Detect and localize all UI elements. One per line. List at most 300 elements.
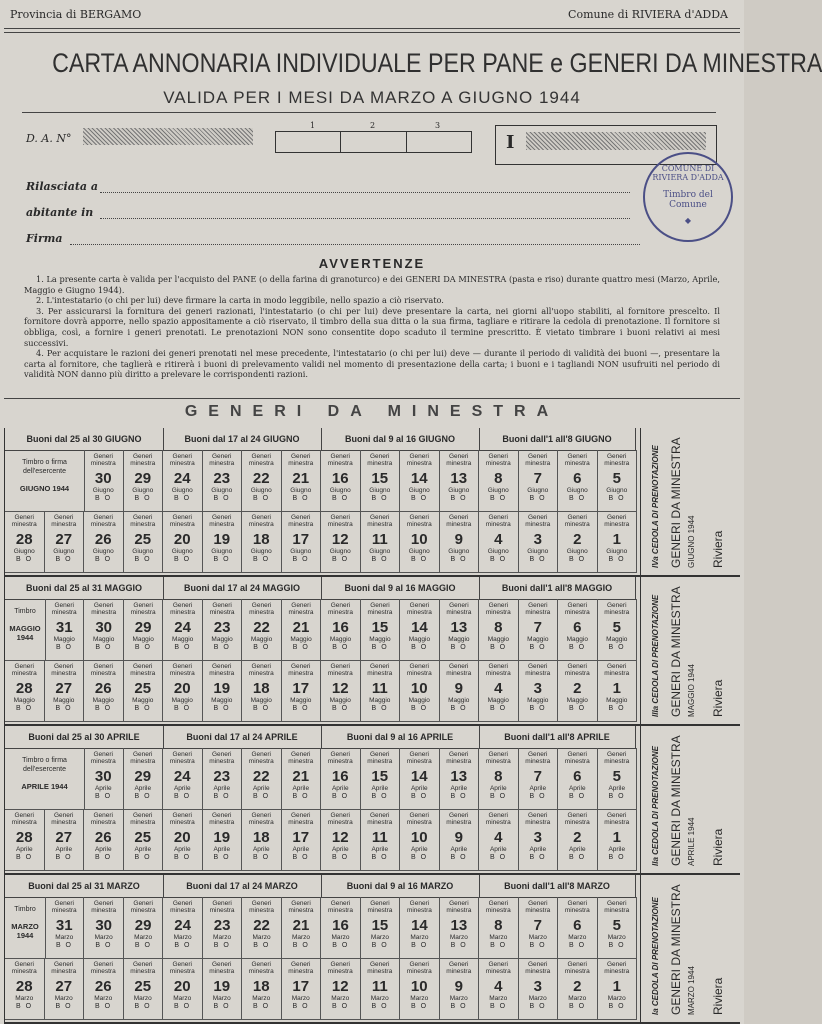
coupon[interactable] — [361, 958, 401, 1020]
coupon[interactable] — [242, 958, 282, 1020]
coupon[interactable] — [400, 897, 439, 959]
coupon-bo: B O — [608, 495, 626, 502]
range-header: Buoni dal 17 al 24 APRILE — [163, 726, 322, 749]
divider — [4, 398, 740, 399]
coupon-label: Generi minestra — [564, 453, 590, 467]
coupon[interactable] — [45, 809, 85, 871]
coupon-month: Giugno — [92, 487, 114, 494]
coupon[interactable] — [282, 599, 321, 661]
coupon-month: Giugno — [132, 487, 154, 494]
coupon[interactable] — [321, 958, 361, 1020]
coupon[interactable] — [479, 897, 518, 959]
coupon[interactable] — [282, 958, 322, 1020]
coupon[interactable] — [124, 809, 164, 871]
coupon-month: Aprile — [213, 785, 231, 792]
coupon[interactable] — [84, 660, 124, 722]
coupon[interactable] — [361, 511, 401, 573]
coupon[interactable] — [282, 660, 322, 722]
coupon[interactable] — [282, 748, 322, 810]
coupon[interactable] — [282, 897, 321, 959]
coupon[interactable] — [361, 450, 401, 512]
coupon-number: 24 — [174, 619, 191, 636]
coupon[interactable] — [163, 809, 203, 871]
coupon-number: 28 — [15, 531, 33, 548]
coupon[interactable] — [440, 660, 480, 722]
coupon[interactable] — [124, 450, 164, 512]
coupon-month: Aprile — [568, 785, 586, 792]
coupon-number: 15 — [371, 619, 389, 636]
coupon[interactable] — [558, 958, 598, 1020]
coupon-label: Generi minestra — [327, 663, 353, 677]
coupon-bo: B O — [331, 495, 349, 502]
coupon-number: 1 — [612, 978, 621, 995]
coupon-number: 26 — [94, 531, 112, 548]
coupon[interactable] — [400, 809, 440, 871]
coupon[interactable] — [242, 450, 282, 512]
cedola-place: Riviera — [711, 977, 725, 1015]
coupon-bo: B O — [569, 644, 586, 651]
coupon[interactable] — [361, 809, 401, 871]
coupon[interactable] — [203, 660, 243, 722]
coupon-label: Generi minestra — [169, 453, 195, 467]
coupon[interactable] — [479, 511, 519, 573]
coupon-month: Maggio — [606, 697, 628, 704]
coupon-number: 28 — [15, 978, 33, 995]
coupon-month: Aprile — [568, 846, 586, 853]
coupon-bo: B O — [252, 556, 270, 563]
coupon-number: 10 — [410, 531, 428, 548]
coupon-bo: B O — [489, 495, 507, 502]
coupon-number: 7 — [533, 917, 542, 934]
coupon[interactable] — [598, 748, 638, 810]
cedola-generi: GENERI DA MINESTRA — [669, 884, 683, 1015]
coupon[interactable] — [598, 809, 638, 871]
coupon[interactable] — [440, 958, 480, 1020]
coupon-month: Marzo — [94, 934, 113, 941]
firma-line[interactable] — [70, 244, 640, 245]
coupon[interactable] — [124, 958, 164, 1020]
coupon-number: 13 — [450, 470, 468, 487]
coupon[interactable] — [558, 748, 598, 810]
coupon-number: 29 — [134, 768, 152, 785]
coupon-number: 6 — [573, 470, 582, 487]
coupon[interactable] — [84, 748, 124, 810]
coupon[interactable] — [163, 897, 202, 959]
id-prefix: I — [506, 132, 515, 153]
coupon-number: 26 — [94, 829, 112, 846]
coupon[interactable] — [361, 897, 400, 959]
cedola-prenotazione[interactable] — [640, 428, 740, 577]
coupon[interactable] — [558, 511, 598, 573]
coupon-month: Marzo — [370, 995, 389, 1002]
coupon-label: Generi minestra — [169, 663, 195, 677]
coupon-month: Maggio — [527, 697, 549, 704]
coupon[interactable] — [84, 809, 124, 871]
coupon[interactable] — [163, 450, 203, 512]
coupon-number: 26 — [94, 680, 112, 697]
coupon-bo: B O — [213, 942, 231, 949]
coupon-month: Marzo — [410, 995, 429, 1002]
coupon[interactable] — [400, 450, 440, 512]
coupon[interactable] — [440, 511, 480, 573]
coupon-month: Aprile — [252, 785, 270, 792]
coupon-number: 15 — [371, 917, 389, 934]
coupon-bo: B O — [15, 556, 33, 563]
coupon[interactable] — [519, 511, 559, 573]
retailer-stamp-cell[interactable] — [5, 599, 46, 661]
coupon-label: Generi minestra — [446, 602, 472, 616]
coupon[interactable] — [84, 450, 124, 512]
coupon[interactable] — [479, 660, 519, 722]
coupon-bo: B O — [55, 854, 73, 861]
coupon-label: Generi minestra — [327, 514, 353, 528]
coupon[interactable] — [84, 897, 123, 959]
coupon[interactable] — [479, 450, 519, 512]
coupon-bo: B O — [608, 556, 626, 563]
coupon-number: 8 — [494, 768, 503, 785]
coupon-bo: B O — [489, 793, 507, 800]
coupon-number: 16 — [331, 768, 349, 785]
coupon[interactable] — [124, 660, 164, 722]
coupon[interactable] — [479, 809, 519, 871]
coupon-label: Generi minestra — [248, 453, 274, 467]
card-title: CARTA ANNONARIA INDIVIDUALE PER PANE e GENERI DA MINESTRA — [52, 48, 822, 78]
stamp-cell-month: MAGGIO 1944 — [9, 624, 41, 642]
coupon-label: Generi minestra — [604, 812, 630, 826]
coupon-number: 19 — [213, 829, 231, 846]
coupon[interactable] — [321, 450, 361, 512]
coupon[interactable] — [558, 897, 597, 959]
coupon[interactable] — [321, 511, 361, 573]
coupon-bo: B O — [490, 644, 507, 651]
coupon-bo: B O — [134, 644, 152, 651]
coupon-number: 5 — [612, 470, 621, 487]
coupon-number: 7 — [533, 768, 542, 785]
coupon[interactable] — [282, 450, 322, 512]
coupon-label: Generi minestra — [288, 453, 314, 467]
coupon[interactable] — [321, 748, 361, 810]
coupon[interactable] — [124, 511, 164, 573]
coupon[interactable] — [558, 599, 597, 661]
coupon[interactable] — [361, 599, 400, 661]
coupon[interactable] — [282, 511, 322, 573]
coupon[interactable] — [479, 958, 519, 1020]
coupon[interactable] — [45, 599, 84, 661]
coupon-number: 27 — [55, 531, 73, 548]
coupon-number: 18 — [252, 829, 270, 846]
coupon[interactable] — [440, 897, 479, 959]
rilasciata-label: Rilasciata a — [26, 180, 98, 193]
coupon-label: Generi minestra — [525, 453, 551, 467]
coupon-label: Generi minestra — [11, 514, 37, 528]
cedola-place: Riviera — [711, 828, 725, 866]
coupon-label: Generi minestra — [91, 602, 117, 616]
coupon-month: Aprile — [371, 846, 389, 853]
coupon-label: Generi minestra — [249, 602, 275, 616]
coupon-bo: B O — [134, 495, 152, 502]
coupon-number: 14 — [410, 768, 428, 785]
coupon-number: 9 — [454, 531, 463, 548]
coupon[interactable] — [440, 748, 480, 810]
coupon-bo: B O — [529, 495, 547, 502]
coupon-number: 5 — [612, 768, 621, 785]
coupon[interactable] — [598, 660, 638, 722]
coupon[interactable] — [45, 511, 85, 573]
coupon-label: Generi minestra — [564, 961, 590, 975]
coupon-number: 28 — [15, 680, 33, 697]
coupon-month: Marzo — [15, 995, 34, 1002]
coupon[interactable] — [321, 599, 360, 661]
coupon[interactable] — [400, 660, 440, 722]
coupon[interactable] — [203, 748, 243, 810]
coupon-bo: B O — [568, 793, 586, 800]
coupon-number: 6 — [573, 768, 582, 785]
coupon-label: Generi minestra — [169, 812, 195, 826]
coupon[interactable] — [163, 660, 203, 722]
retailer-stamp-cell[interactable] — [5, 450, 85, 512]
coupon-number: 12 — [331, 829, 349, 846]
coupon-number: 16 — [331, 470, 349, 487]
coupon-label: Generi minestra — [90, 663, 116, 677]
divider — [22, 112, 716, 113]
range-header: Buoni dal 9 al 16 MARZO — [321, 875, 480, 898]
range-header: Buoni dal 25 al 30 GIUGNO — [5, 428, 164, 451]
coupon[interactable] — [124, 748, 164, 810]
coupon-number: 4 — [494, 829, 503, 846]
coupon[interactable] — [242, 748, 282, 810]
coupon[interactable] — [519, 660, 559, 722]
rilasciata-line[interactable] — [100, 192, 630, 193]
coupon[interactable] — [519, 958, 559, 1020]
coupon[interactable] — [361, 660, 401, 722]
coupon[interactable] — [242, 599, 281, 661]
coupon[interactable] — [84, 511, 124, 573]
coupon-bo: B O — [331, 1003, 349, 1010]
coupon-number: 27 — [55, 829, 73, 846]
retailer-stamp-cell[interactable] — [5, 748, 85, 810]
coupon-month: Marzo — [449, 995, 468, 1002]
coupon-month: Marzo — [213, 934, 232, 941]
coupon-label: Generi minestra — [604, 453, 630, 467]
coupon-number: 29 — [134, 470, 152, 487]
coupon[interactable] — [598, 599, 637, 661]
coupon-month: Maggio — [566, 697, 588, 704]
coupon[interactable] — [321, 660, 361, 722]
coupon-label: Generi minestra — [525, 812, 551, 826]
coupon[interactable] — [598, 511, 638, 573]
coupon-number: 3 — [533, 531, 542, 548]
coupon-label: Generi minestra — [288, 751, 314, 765]
coupon[interactable] — [598, 897, 637, 959]
coupon-number: 19 — [213, 531, 231, 548]
coupon-label: Generi minestra — [130, 812, 156, 826]
stamp-cell-label: Timbro o firma dell'esercente — [22, 757, 67, 773]
coupon-label: Generi minestra — [288, 663, 314, 677]
retailer-stamp-cell[interactable] — [5, 897, 46, 959]
coupon-number: 14 — [411, 619, 428, 636]
stamp-center-text: Timbro del Comune — [663, 190, 713, 210]
coupon-label: Generi minestra — [604, 900, 630, 914]
coupon[interactable] — [203, 599, 242, 661]
coupon[interactable] — [400, 599, 439, 661]
coupon-month: Maggio — [448, 697, 470, 704]
coupon-label: Generi minestra — [367, 602, 393, 616]
coupon[interactable] — [84, 599, 123, 661]
cedola-prenotazione[interactable] — [640, 875, 740, 1024]
coupon[interactable] — [400, 958, 440, 1020]
coupon[interactable] — [203, 511, 243, 573]
coupon-number: 26 — [94, 978, 112, 995]
coupon[interactable] — [163, 748, 203, 810]
cedola-prenotazione[interactable] — [640, 577, 740, 726]
coupon-month: Giugno — [211, 548, 233, 555]
coupon[interactable] — [598, 450, 638, 512]
coupon-month: Maggio — [448, 636, 470, 643]
coupon-number: 19 — [213, 680, 231, 697]
coupon[interactable] — [163, 958, 203, 1020]
coupon-month: Maggio — [171, 636, 194, 643]
coupon-month: Giugno — [211, 487, 233, 494]
coupon[interactable] — [440, 450, 480, 512]
coupon[interactable] — [5, 809, 45, 871]
coupon[interactable] — [203, 809, 243, 871]
comune-label: Comune di RIVIERA d'ADDA — [568, 8, 728, 21]
coupon[interactable] — [558, 450, 598, 512]
coupon-bo: B O — [15, 705, 33, 712]
coupon-month: Maggio — [606, 636, 628, 643]
cedola-label: IIIa CEDOLA DI PRENOTAZIONE — [651, 594, 660, 717]
coupon[interactable] — [519, 809, 559, 871]
coupon-bo: B O — [568, 556, 586, 563]
coupon[interactable] — [163, 511, 203, 573]
cedola-place: Riviera — [711, 679, 725, 717]
month-block-maggio — [5, 577, 641, 726]
coupon-bo: B O — [213, 705, 231, 712]
coupon[interactable] — [519, 450, 559, 512]
coupon-bo: B O — [332, 644, 349, 651]
dan-label: D. A. N° — [26, 132, 72, 145]
coupon[interactable] — [203, 958, 243, 1020]
coupon-number: 30 — [95, 619, 113, 636]
coupon[interactable] — [163, 599, 202, 661]
coupon-label: Generi minestra — [367, 961, 393, 975]
coupon[interactable] — [124, 599, 163, 661]
coupon-label: Generi minestra — [406, 900, 432, 914]
coupon-number: 27 — [55, 978, 73, 995]
coupon-month: Giugno — [487, 487, 509, 494]
coupon-number: 4 — [494, 680, 503, 697]
coupon[interactable] — [519, 599, 558, 661]
coupon[interactable] — [558, 809, 598, 871]
coupon-bo: B O — [252, 1003, 270, 1010]
coupon-label: Generi minestra — [248, 961, 274, 975]
coupon-month: Marzo — [54, 995, 73, 1002]
cedola-month: MARZO 1944 — [687, 966, 696, 1015]
coupon[interactable] — [45, 958, 85, 1020]
coupon-month: Maggio — [369, 636, 391, 643]
range-header: Buoni dall'1 all'8 MARZO — [479, 875, 636, 898]
coupon[interactable] — [242, 897, 281, 959]
coupon[interactable] — [479, 748, 519, 810]
coupon[interactable] — [242, 660, 282, 722]
coupon-label: Generi minestra — [288, 602, 314, 616]
coupon-label: Generi minestra — [248, 751, 274, 765]
number-boxes[interactable] — [275, 131, 472, 153]
section-title: GENERI DA MINESTRA — [184, 403, 560, 420]
coupon[interactable] — [321, 809, 361, 871]
coupon-bo: B O — [55, 705, 73, 712]
coupon[interactable] — [479, 599, 518, 661]
coupon-month: Marzo — [568, 934, 587, 941]
coupon-label: Generi minestra — [328, 900, 353, 914]
coupon-month: Giugno — [92, 548, 114, 555]
abitante-line[interactable] — [100, 218, 630, 219]
cedola-prenotazione[interactable] — [640, 726, 740, 875]
coupon[interactable] — [203, 450, 243, 512]
coupon[interactable] — [45, 660, 85, 722]
coupon-number: 11 — [371, 829, 388, 846]
coupon-bo: B O — [410, 705, 428, 712]
coupon[interactable] — [203, 897, 242, 959]
coupon[interactable] — [5, 958, 45, 1020]
range-header: Buoni dal 17 al 24 GIUGNO — [163, 428, 322, 451]
coupon[interactable] — [5, 660, 45, 722]
coupon[interactable] — [84, 958, 124, 1020]
coupon-label: Generi minestra — [564, 812, 590, 826]
coupon[interactable] — [282, 809, 322, 871]
coupon-label: Generi minestra — [564, 900, 590, 914]
coupon-bo: B O — [608, 644, 626, 651]
coupon[interactable] — [440, 809, 480, 871]
coupon[interactable] — [5, 511, 45, 573]
coupon[interactable] — [440, 599, 479, 661]
coupon-label: Generi minestra — [406, 602, 432, 616]
coupon[interactable] — [519, 748, 559, 810]
coupon-bo: B O — [292, 495, 310, 502]
coupon-label: Generi minestra — [209, 602, 235, 616]
coupon-label: Generi minestra — [406, 514, 432, 528]
range-header: Buoni dal 25 al 30 APRILE — [5, 726, 164, 749]
coupon[interactable] — [242, 809, 282, 871]
coupon-month: Marzo — [173, 995, 192, 1002]
coupon-bo: B O — [371, 793, 389, 800]
coupon[interactable] — [400, 511, 440, 573]
coupon-bo: B O — [134, 705, 152, 712]
coupon-number: 3 — [533, 680, 542, 697]
coupon[interactable] — [598, 958, 638, 1020]
coupon-number: 11 — [371, 531, 388, 548]
coupon-bo: B O — [213, 644, 231, 651]
coupon-bo: B O — [292, 556, 310, 563]
coupon-month: Aprile — [331, 785, 349, 792]
coupon-label: Generi minestra — [446, 961, 472, 975]
coupon[interactable] — [124, 897, 163, 959]
coupon[interactable] — [242, 511, 282, 573]
coupon-month: Maggio — [211, 697, 233, 704]
coupon[interactable] — [321, 897, 360, 959]
coupon-label: Generi minestra — [209, 900, 235, 914]
coupon-number: 16 — [332, 619, 349, 636]
coupon[interactable] — [400, 748, 440, 810]
coupon-bo: B O — [173, 854, 191, 861]
coupon-label: Generi minestra — [130, 453, 156, 467]
coupon[interactable] — [361, 748, 401, 810]
coupon[interactable] — [558, 660, 598, 722]
coupon[interactable] — [519, 897, 558, 959]
coupon[interactable] — [45, 897, 84, 959]
range-header: Buoni dal 9 al 16 GIUGNO — [321, 428, 480, 451]
divider — [4, 32, 740, 33]
